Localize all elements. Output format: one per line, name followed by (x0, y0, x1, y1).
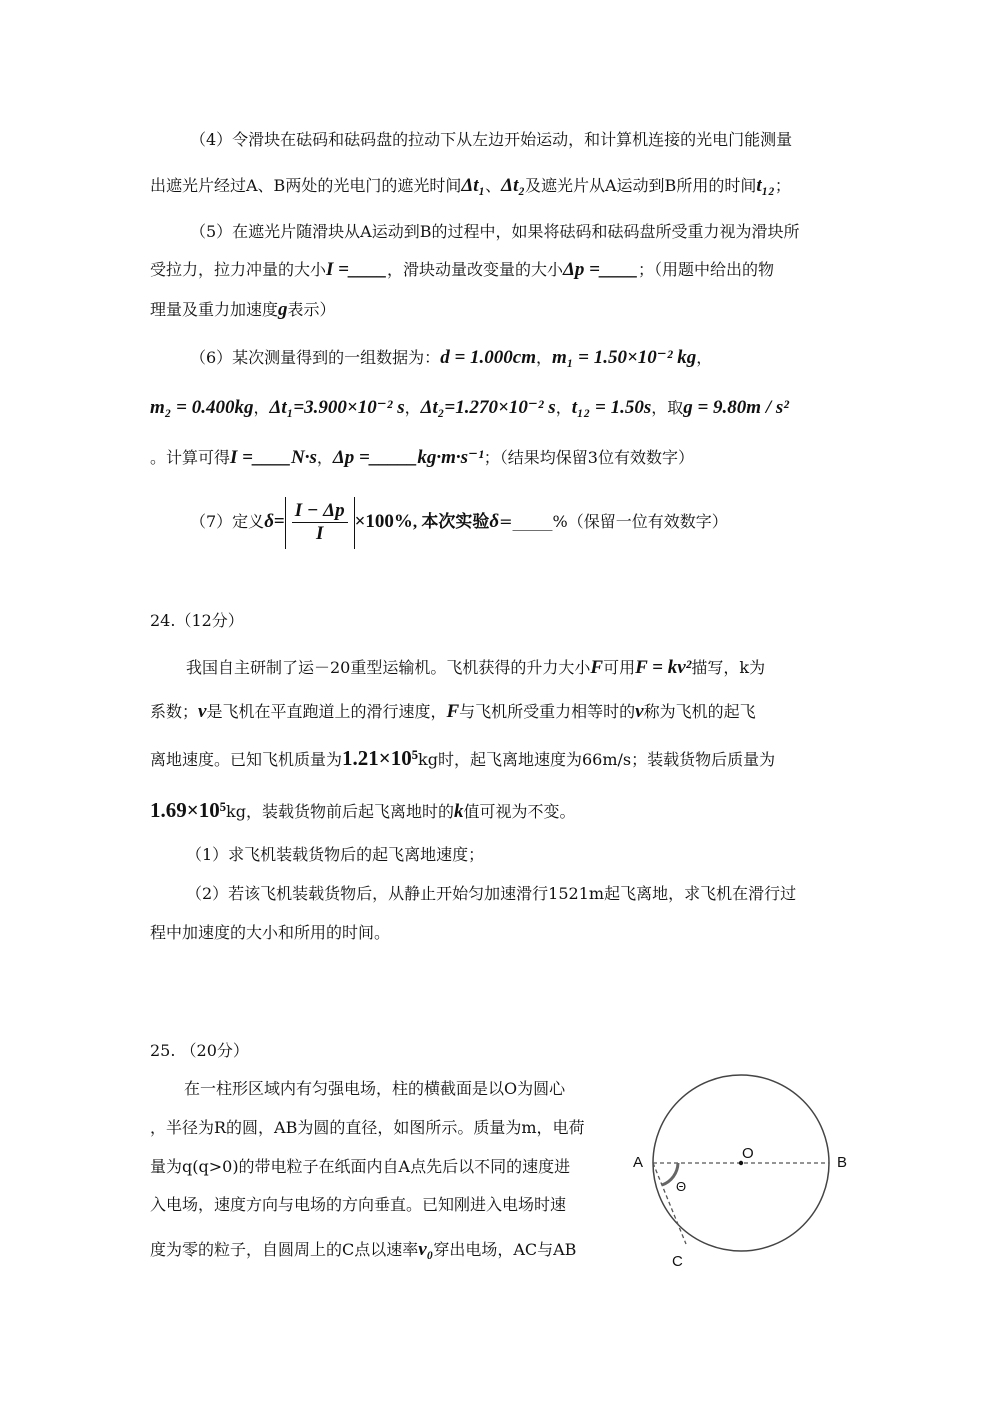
g-value: g = 9.80m / s² (683, 397, 789, 418)
label-o: O (742, 1145, 754, 1162)
g-symbol: g (278, 299, 288, 320)
p25-line-1: 在一柱形区域内有匀强电场，柱的横截面是以O为圆心 (184, 1079, 566, 1098)
q5-line-3: 理量及重力加速度g表示） (150, 299, 336, 320)
p25-line-5: 度为零的粒子，自圆周上的C点以速率v₀穿出电场，AC与AB (150, 1239, 577, 1260)
dt1-value: Δt₁=3.900×10⁻² s (269, 397, 405, 418)
q4-line-1: （4）令滑块在砝码和砝码盘的拉动下从左边开始运动，和计算机连接的光电门能测量 (190, 130, 793, 149)
label-c: C (672, 1253, 683, 1270)
p24-sub-2b: 程中加速度的大小和所用的时间。 (150, 923, 391, 942)
p25-line-2: ，半径为R的圆，AB为圆的直径，如图所示。质量为m，电荷 (150, 1118, 585, 1137)
lift-formula: F = kv² (635, 657, 692, 678)
p24-line-4: 1.69×10⁵kg，装载货物前后起飞离地时的k值可视为不变。 (150, 798, 576, 822)
label-theta: Θ (676, 1179, 687, 1194)
delta-t2: Δt₂ (501, 175, 525, 196)
m2-value: m₂ = 0.400kg (150, 397, 254, 418)
v0-symbol: v₀ (418, 1239, 434, 1260)
q5-line-1: （5）在遮光片随滑块从A运动到B的过程中，如果将砝码和砝码盘所受重力视为滑块所 (190, 222, 800, 241)
d-value: d = 1.000cm (440, 347, 536, 368)
t12: t₁₂ (756, 175, 775, 196)
label-a: A (633, 1154, 644, 1171)
q5-line-2: 受拉力，拉力冲量的大小I =____，滑块动量改变量的大小Δp =____；（用题中给出的物 (150, 259, 775, 280)
dt2-value: Δt₂=1.270×10⁻² s (420, 397, 556, 418)
p25-line-3: 量为q(q>0)的带电粒子在纸面内自A点先后以不同的速度进 (150, 1157, 571, 1176)
abs-fraction: $\frac{I - \Delta p}{I}$ (285, 497, 355, 549)
delta-t1: Δt₁ (461, 175, 486, 196)
momentum-blank: Δp =____ (563, 259, 639, 280)
q6-line-3: 。计算可得I =____N·s，Δp =_____kg·m·s⁻¹；（结果均保留3位有效数字） (150, 447, 694, 468)
impulse-answer-blank: I =____N·s (230, 447, 317, 468)
p24-sub-2a: （2）若该飞机装载货物后，从静止开始匀加速滑行1521m起飞离地，求飞机在滑行过 (186, 884, 797, 903)
problem-25-title: 25. （20分） (150, 1041, 249, 1060)
mass-empty: 1.21×10⁵ (342, 746, 419, 770)
mass-loaded: 1.69×10⁵ (150, 798, 227, 822)
momentum-answer-blank: Δp =_____kg·m·s⁻¹ (332, 447, 484, 468)
p24-line-1: 我国自主研制了运－20重型运输机。飞机获得的升力大小F可用F = kv²描写，k为 (186, 657, 766, 678)
p24-sub-1: （1）求飞机装载货物后的起飞离地速度； (186, 845, 485, 864)
p24-line-3: 离地速度。已知飞机质量为1.21×10⁵kg时，起飞离地速度为66m/s；装载货物后质量为 (150, 746, 776, 770)
chord-ac (653, 1163, 686, 1244)
q7-line: （7）定义δ= $\frac{I - \Delta p}{I}$ ×100%, 本次实验δ=_____%（保留一位有效数字） (190, 494, 728, 550)
p24-line-2: 系数；v是飞机在平直跑道上的滑行速度，F与飞机所受重力相等时的v称为飞机的起飞 (150, 701, 756, 722)
problem-24-title: 24.（12分） (150, 611, 244, 630)
q4-line-2: 出遮光片经过A、B两处的光电门的遮光时间Δt₁、Δt₂及遮光片从A运动到B所用的时间t₁₂； (150, 175, 791, 196)
label-b: B (837, 1154, 848, 1171)
q6-line-1: （6）某次测量得到的一组数据为：d = 1.000cm，m₁ = 1.50×10⁻² kg， (190, 347, 713, 368)
p25-line-4: 入电场，速度方向与电场的方向垂直。已知刚进入电场时速 (150, 1195, 567, 1214)
t12-value: t₁₂ = 1.50s (571, 397, 652, 418)
m1-value: m₁ = 1.50×10⁻² kg (552, 347, 697, 368)
q6-line-2: m₂ = 0.400kg，Δt₁=3.900×10⁻² s，Δt₂=1.270×10⁻² s，t₁₂ = 1.50s，取g = 9.80m / s² (150, 397, 789, 418)
circle-diagram (625, 1070, 865, 1270)
impulse-blank: I =____ (326, 259, 387, 280)
